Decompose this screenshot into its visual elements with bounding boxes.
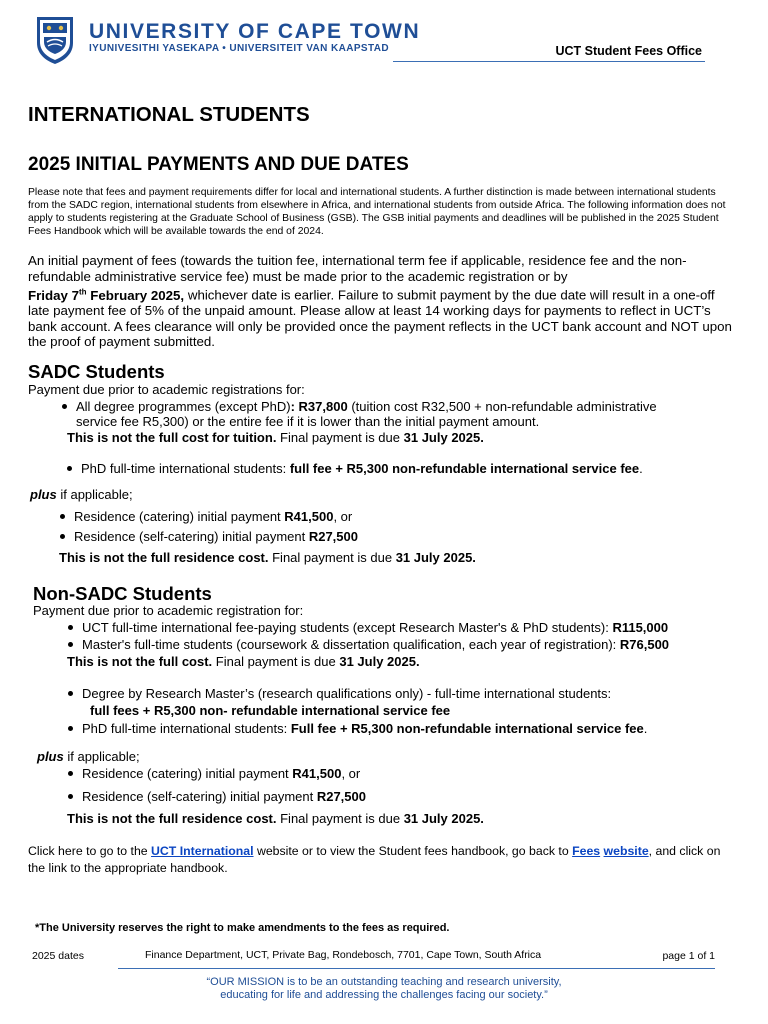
fees-note-paragraph: Please note that fees and payment requirements differ for local and international students. A further distinction is made between international students from the SADC region, international students from elsewhere in Africa, and international students from outside Africa. The following information does not apply to students registering at the Graduate School of Business (GSB). The GSB initial payments and deadlines will be published in the 2025 Student Fees Handbook which will be available towards the end of 2024. <box>28 187 726 237</box>
sadc-residence-note: This is not the full residence cost. Final payment is due 31 July 2025. <box>59 550 476 565</box>
page-subtitle: 2025 INITIAL PAYMENTS AND DUE DATES <box>28 154 409 175</box>
non-sadc-lead: Payment due prior to academic registration for: <box>33 603 304 618</box>
non-sadc-residence-note: This is not the full residence cost. Final payment is due 31 July 2025. <box>67 811 484 826</box>
bullet-icon <box>68 691 73 696</box>
bullet-icon <box>68 771 73 776</box>
bullet-icon <box>67 466 72 471</box>
sadc-residence-self-catering: Residence (self-catering) initial payment R27,500 <box>60 529 358 544</box>
sadc-item-degree: All degree programmes (except PhD): R37,800 (tuition cost R32,500 + non-refundable administrative service fee R5,300) or the entire fee if it is lower than the initial payment amount. <box>62 399 732 429</box>
non-sadc-cost-note: This is not the full cost. Final payment is due 31 July 2025. <box>67 654 420 669</box>
bullet-icon <box>60 534 65 539</box>
non-sadc-item-masters: Master's full-time students (coursework & dissertation qualification, each year of registration): R76,500 <box>68 637 669 652</box>
non-sadc-research-masters-fee: full fees + R5,300 non- refundable international service fee <box>90 703 451 718</box>
bullet-icon <box>68 625 73 630</box>
mission-statement: “OUR MISSION is to be an outstanding teaching and research university, educating for life and addressing the challenges facing our society.” <box>206 976 562 1001</box>
bullet-icon <box>68 642 73 647</box>
footer-address: Finance Department, UCT, Private Bag, Rondebosch, 7701, Cape Town, South Africa <box>145 949 542 961</box>
footer-page-number: page 1 of 1 <box>662 950 715 962</box>
sadc-heading: SADC Students <box>28 361 165 382</box>
office-name: UCT Student Fees Office <box>555 44 702 58</box>
disclaimer: *The University reserves the right to make amendments to the fees as required. <box>35 922 450 934</box>
non-sadc-item-phd: PhD full-time international students: Full fee + R5,300 non-refundable international service fee. <box>68 721 647 736</box>
bullet-icon <box>60 514 65 519</box>
sadc-plus-line: plus if applicable; <box>30 487 133 502</box>
sadc-item-phd: PhD full-time international students: full fee + R5,300 non-refundable international service fee. <box>67 461 643 476</box>
bullet-icon <box>68 794 73 799</box>
header-divider <box>393 61 705 62</box>
non-sadc-residence-catering: Residence (catering) initial payment R41,500, or <box>68 766 360 781</box>
uct-international-link[interactable]: UCT International <box>151 844 254 858</box>
non-sadc-residence-self-catering: Residence (self-catering) initial payment R27,500 <box>68 789 366 804</box>
non-sadc-item-research-masters: Degree by Research Master’s (research qualifications only) - full-time international students: <box>68 686 611 701</box>
bullet-icon <box>62 404 67 409</box>
fees-link[interactable]: Fees <box>572 844 601 858</box>
page-title: INTERNATIONAL STUDENTS <box>28 103 310 126</box>
intro-paragraph: An initial payment of fees (towards the tuition fee, international term fee if applicable, residence fee and the non-refundable administrative service fee) must be made prior to the academic registration or by Friday 7th February 2025, whichever date is earlier. Failure to submit payment by the due date will result in a one-off late payment fee of 5% of the unpaid amount. Please allow at least 14 working days for payments to reflect in UCT’s bank account. A fees clearance will only be provided once the payment reflects in the UCT bank account and NOT upon the proof of payment submitted. <box>28 253 732 350</box>
bullet-icon <box>68 726 73 731</box>
footer-divider <box>118 968 715 969</box>
university-name: UNIVERSITY OF CAPE TOWN <box>89 20 421 43</box>
university-subtitle: IYUNIVESITHI YASEKAPA • UNIVERSITEIT VAN KAAPSTAD <box>89 43 389 54</box>
website-link[interactable]: website <box>603 844 649 858</box>
non-sadc-heading: Non-SADC Students <box>33 583 212 604</box>
non-sadc-item-fee-paying: UCT full-time international fee-paying students (except Research Master's & PhD students): R115,000 <box>68 620 668 635</box>
footer-dates: 2025 dates <box>32 950 84 962</box>
uct-crest-logo <box>35 15 75 65</box>
sadc-residence-catering: Residence (catering) initial payment R41,500, or <box>60 509 352 524</box>
links-paragraph: Click here to go to the UCT International website or to view the Student fees handbook, go back to Fees website, and click on the link to the appropriate handbook. <box>28 844 721 875</box>
non-sadc-plus-line: plus if applicable; <box>37 749 140 764</box>
sadc-tuition-note: This is not the full cost for tuition. Final payment is due 31 July 2025. <box>67 430 484 445</box>
sadc-lead: Payment due prior to academic registrations for: <box>28 382 305 397</box>
